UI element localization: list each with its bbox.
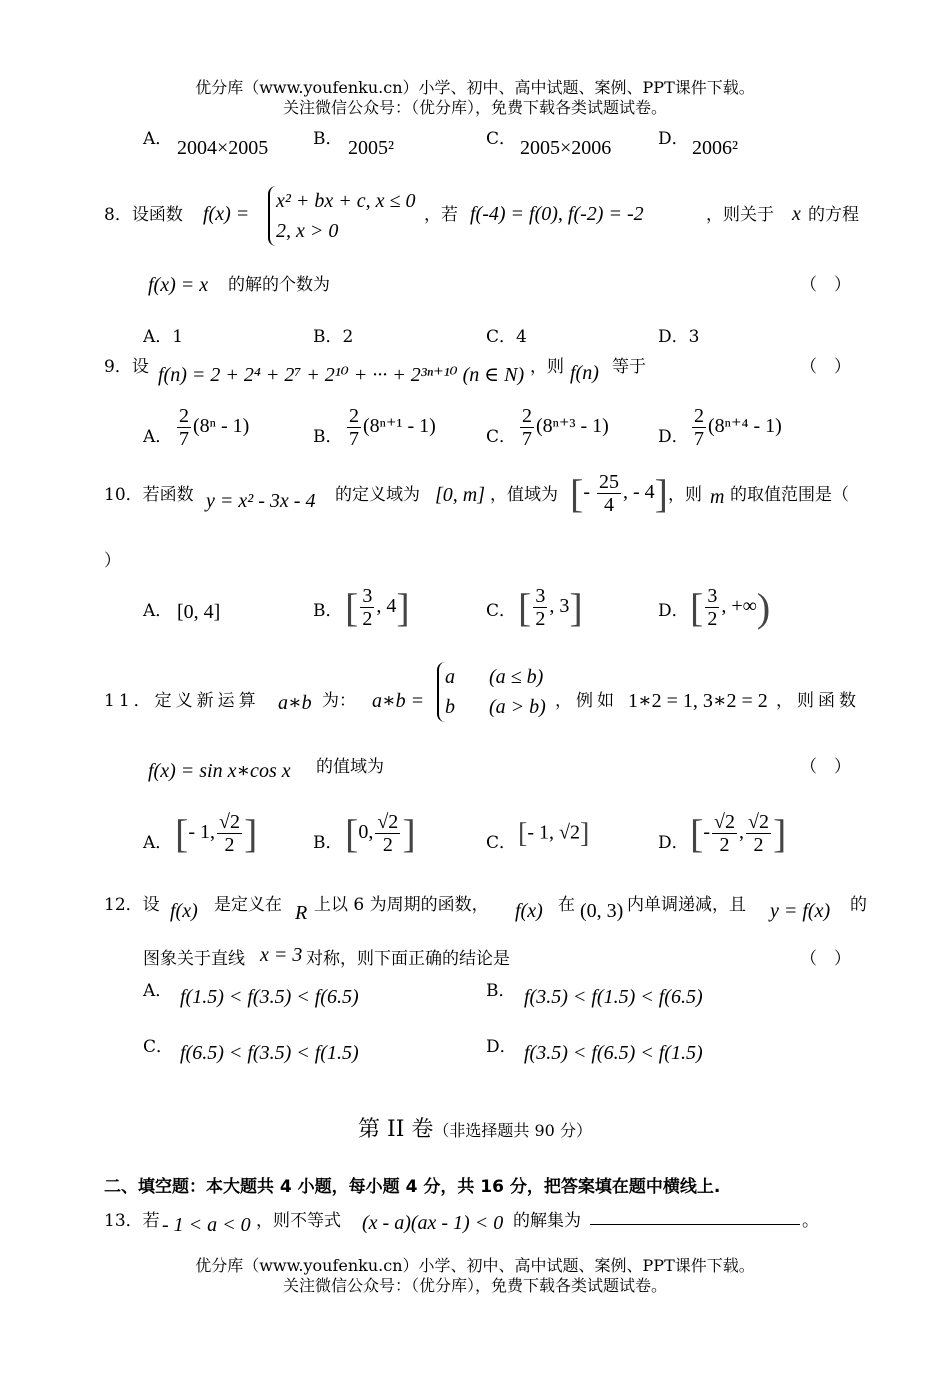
q8-number: 8．设函数	[104, 205, 183, 225]
q11-tail: 的值域为	[316, 757, 384, 777]
q12-x3: x = 3	[260, 944, 303, 966]
q11-a-pre: - 1,	[188, 821, 215, 843]
q10-option-b: [ $\frac{3}{2}$ , 4]	[345, 585, 410, 630]
q12-option-a-label: A．	[143, 981, 173, 1001]
q10-expression: y = x² - 3x - 4	[206, 490, 316, 512]
part-2-title-main: 第 II 卷	[358, 1117, 434, 1142]
q11-option-a-label: A．	[143, 833, 173, 853]
q8-equation: f(x) = x	[148, 274, 209, 296]
q10-range-den: 4	[604, 494, 614, 516]
q12-number: 12．设	[104, 895, 160, 915]
q12-option-b: f(3.5) < f(1.5) < f(6.5)	[524, 986, 703, 1008]
q11-piecewise	[437, 662, 546, 722]
q9-option-c	[518, 405, 609, 450]
q8-option-c: C．4	[486, 327, 527, 347]
q12-fx2: f(x)	[515, 900, 543, 922]
q8-tail: 的方程	[808, 205, 859, 225]
q10-b-den: 2	[362, 608, 373, 630]
q7-option-b-label: B．	[313, 129, 343, 149]
q8-case-1: x² + bx + c, x ≤ 0	[276, 190, 416, 212]
q8-option-d: D．3	[658, 327, 700, 347]
q11-d-rad: √2	[714, 811, 735, 833]
q12-t5: 的	[850, 895, 867, 915]
q9-d-body: (8ⁿ⁺⁴ - 1)	[708, 415, 782, 437]
q12-R: R	[295, 902, 308, 924]
q10-d-rest: , +∞	[721, 595, 757, 617]
q11-a-rad: √2	[219, 811, 240, 833]
q11-d-den: 2	[719, 834, 730, 856]
q10-range: [- $\frac{25}{4}$ , - 4]	[570, 471, 668, 516]
q11-option-b: [0, $\frac{√2}{2}$ ]	[345, 811, 416, 856]
q9-option-b	[345, 405, 436, 450]
q11-def: a∗b =	[372, 690, 425, 712]
q12-interval: (0, 3)	[580, 900, 624, 922]
q9-expression: f(n) = 2 + 2⁴ + 2⁷ + 2¹⁰ + ··· + 2³ⁿ⁺¹⁰ (n ∈ N)	[158, 364, 525, 386]
q11-option-c: [- 1, √2]	[518, 818, 590, 849]
q7-option-c: 2005×2006	[520, 137, 612, 159]
q12-paren: （ ）	[800, 949, 851, 969]
part-2-title	[0, 1112, 950, 1143]
q9-b-body: (8ⁿ⁺¹ - 1)	[363, 415, 436, 437]
q12-yfx: y = f(x)	[770, 900, 831, 922]
q10-option-c: [ $\frac{3}{2}$ , 3]	[518, 585, 583, 630]
q10-option-b-label: B．	[313, 601, 343, 621]
q12-t2: 上以 6 为周期的函数，	[314, 895, 489, 915]
q9-mid: ，则	[530, 357, 564, 377]
q10-t3: ，则	[668, 485, 702, 505]
q13-condition: - 1 < a < 0	[162, 1214, 251, 1236]
q9-option-d	[690, 405, 782, 450]
q11-b-pre: 0,	[358, 821, 374, 843]
q11-case-2b: (a > b)	[489, 696, 546, 718]
q9-a-num: 2	[179, 405, 189, 427]
q11-example: 1∗2 = 1, 3∗2 = 2	[628, 690, 768, 712]
q10-m: m	[710, 486, 725, 508]
q11-a-den: 2	[224, 834, 235, 856]
q8-var: x	[792, 203, 801, 225]
q13-t1: ，则不等式	[256, 1211, 341, 1231]
q10-option-d: [ $\frac{3}{2}$ , +∞)	[690, 585, 771, 630]
q12-option-d: f(3.5) < f(6.5) < f(1.5)	[524, 1042, 703, 1064]
q10-number: 10．若函数	[104, 485, 194, 505]
q11-paren: （ ）	[800, 757, 851, 777]
q12-option-b-label: B．	[486, 981, 516, 1001]
q12-option-c: f(6.5) < f(3.5) < f(1.5)	[180, 1042, 359, 1064]
q11-t2: ，例如	[555, 691, 618, 711]
q13-inequality: (x - a)(ax - 1) < 0	[362, 1212, 504, 1234]
q10-close: ）	[104, 551, 121, 571]
q9-option-d-label: D．	[658, 427, 689, 447]
q8-option-a: A．1	[143, 327, 184, 347]
q9-c-den: 7	[522, 428, 532, 450]
q11-option-d: [- $\frac{√2}{2}$ , $\frac{√2}{2}$ ]	[690, 811, 787, 856]
q7-option-a: 2004×2005	[177, 137, 269, 159]
q9-d-num: 2	[694, 405, 704, 427]
q11-c-expr: - 1, √2	[527, 821, 580, 844]
q10-range-num: 25	[599, 471, 619, 493]
footer-line-2: 关注微信公众号：（优分库），免费下载各类试题试卷。	[282, 1276, 667, 1295]
header-line-1: 优分库（www.youfenku.cn）小学、初中、高中试题、案例、PPT课件下载。	[195, 78, 755, 97]
q12-line2a: 图象关于直线	[143, 949, 245, 969]
q11-option-d-label: D．	[658, 833, 689, 853]
q10-option-c-label: C．	[486, 601, 517, 621]
q9-number: 9．设	[104, 357, 149, 377]
q10-b-rest: , 4	[376, 595, 397, 617]
q9-d-den: 7	[694, 428, 704, 450]
q8-condition: f(-4) = f(0), f(-2) = -2	[470, 203, 644, 225]
q7-option-d-label: D．	[658, 129, 689, 149]
q7-option-a-label: A．	[143, 129, 173, 149]
q10-t4: 的取值范围是（	[730, 485, 849, 505]
q11-d-den2: 2	[753, 834, 764, 856]
q9-option-b-label: B．	[313, 427, 343, 447]
q11-case-2a: b	[445, 696, 455, 718]
q8-eq-tail: 的解的个数为	[228, 275, 330, 295]
q12-option-c-label: C．	[143, 1037, 174, 1057]
q8-paren: （ ）	[800, 275, 851, 295]
q9-c-body: (8ⁿ⁺³ - 1)	[536, 415, 609, 437]
q7-option-d: 2006²	[692, 137, 738, 159]
q11-op: a∗b	[278, 692, 312, 714]
q11-case-1b: (a ≤ b)	[489, 666, 544, 688]
q10-option-d-label: D．	[658, 601, 689, 621]
q11-t3: ，则函数	[776, 691, 860, 711]
header-line-2: 关注微信公众号：（优分库），免费下载各类试题试卷。	[282, 98, 667, 117]
q10-option-a: [0, 4]	[177, 601, 221, 623]
q9-b-den: 7	[349, 428, 359, 450]
q12-line2b: 对称，则下面正确的结论是	[306, 949, 510, 969]
q10-domain: [0, m]	[435, 484, 486, 506]
q10-t2: ，值域为	[490, 485, 558, 505]
q9-option-a-label: A．	[143, 427, 173, 447]
q11-number: 11．定义新运算	[104, 691, 260, 711]
q7-option-b: 2005²	[348, 137, 394, 159]
q8-cond-pre: ，若	[424, 205, 458, 225]
q11-d-pre: -	[703, 821, 710, 843]
q11-b-rad: √2	[377, 811, 399, 833]
section-2-heading: 二、填空题：本大题共 4 小题，每小题 4 分，共 16 分，把答案填在题中横线上.	[104, 1177, 721, 1197]
q11-fx: f(x) = sin x∗cos x	[148, 760, 291, 782]
q12-fx: f(x)	[170, 900, 198, 922]
q9-b-num: 2	[349, 405, 359, 427]
q9-paren: （ ）	[800, 357, 851, 377]
footer-line-1: 优分库（www.youfenku.cn）小学、初中、高中试题、案例、PPT课件下载。	[195, 1256, 755, 1275]
q13-end: 。	[802, 1211, 819, 1231]
q11-case-1a: a	[445, 666, 455, 688]
q9-c-num: 2	[522, 405, 532, 427]
q11-option-a: [- 1, $\frac{√2}{2}$ ]	[175, 811, 258, 856]
q12-option-d-label: D．	[486, 1037, 517, 1057]
q13-answer-blank[interactable]	[590, 1206, 800, 1225]
q13-number: 13．若	[104, 1211, 160, 1231]
q9-a-body: (8ⁿ - 1)	[193, 415, 250, 437]
q8-piecewise	[268, 186, 415, 246]
q10-d-den: 2	[707, 608, 718, 630]
q10-c-rest: , 3	[549, 595, 570, 617]
q11-option-c-label: C．	[486, 833, 517, 853]
q9-option-a	[175, 405, 249, 450]
q11-option-b-label: B．	[313, 833, 343, 853]
q10-range-rest: , - 4	[623, 481, 655, 503]
q8-case-2: 2, x > 0	[276, 220, 339, 242]
q12-t4: 内单调递减，且	[627, 895, 746, 915]
q7-option-c-label: C．	[486, 129, 517, 149]
q9-option-c-label: C．	[486, 427, 517, 447]
q9-a-den: 7	[179, 428, 189, 450]
q12-t3: 在	[558, 895, 575, 915]
q10-d-num: 3	[707, 585, 718, 607]
q8-fx: f(x) =	[203, 203, 250, 225]
q9-tail: 等于	[612, 357, 646, 377]
q10-c-num: 3	[535, 585, 546, 607]
q12-option-a: f(1.5) < f(3.5) < f(6.5)	[180, 986, 359, 1008]
q8-cond-post: ，则关于	[706, 205, 774, 225]
q11-d-rad2: √2	[747, 811, 769, 833]
q12-t1: 是定义在	[214, 895, 282, 915]
q10-option-a-label: A．	[143, 601, 173, 621]
q9-fn: f(n)	[570, 362, 599, 384]
part-2-title-sub: （非选择题共 90 分）	[433, 1121, 592, 1140]
q13-t2: 的解集为	[513, 1211, 581, 1231]
q10-t1: 的定义域为	[335, 485, 420, 505]
q10-c-den: 2	[535, 608, 546, 630]
q8-option-b: B．2	[313, 327, 354, 347]
q10-b-num: 3	[362, 585, 373, 607]
q11-t1: 为：	[322, 691, 356, 711]
q11-b-den: 2	[382, 834, 393, 856]
